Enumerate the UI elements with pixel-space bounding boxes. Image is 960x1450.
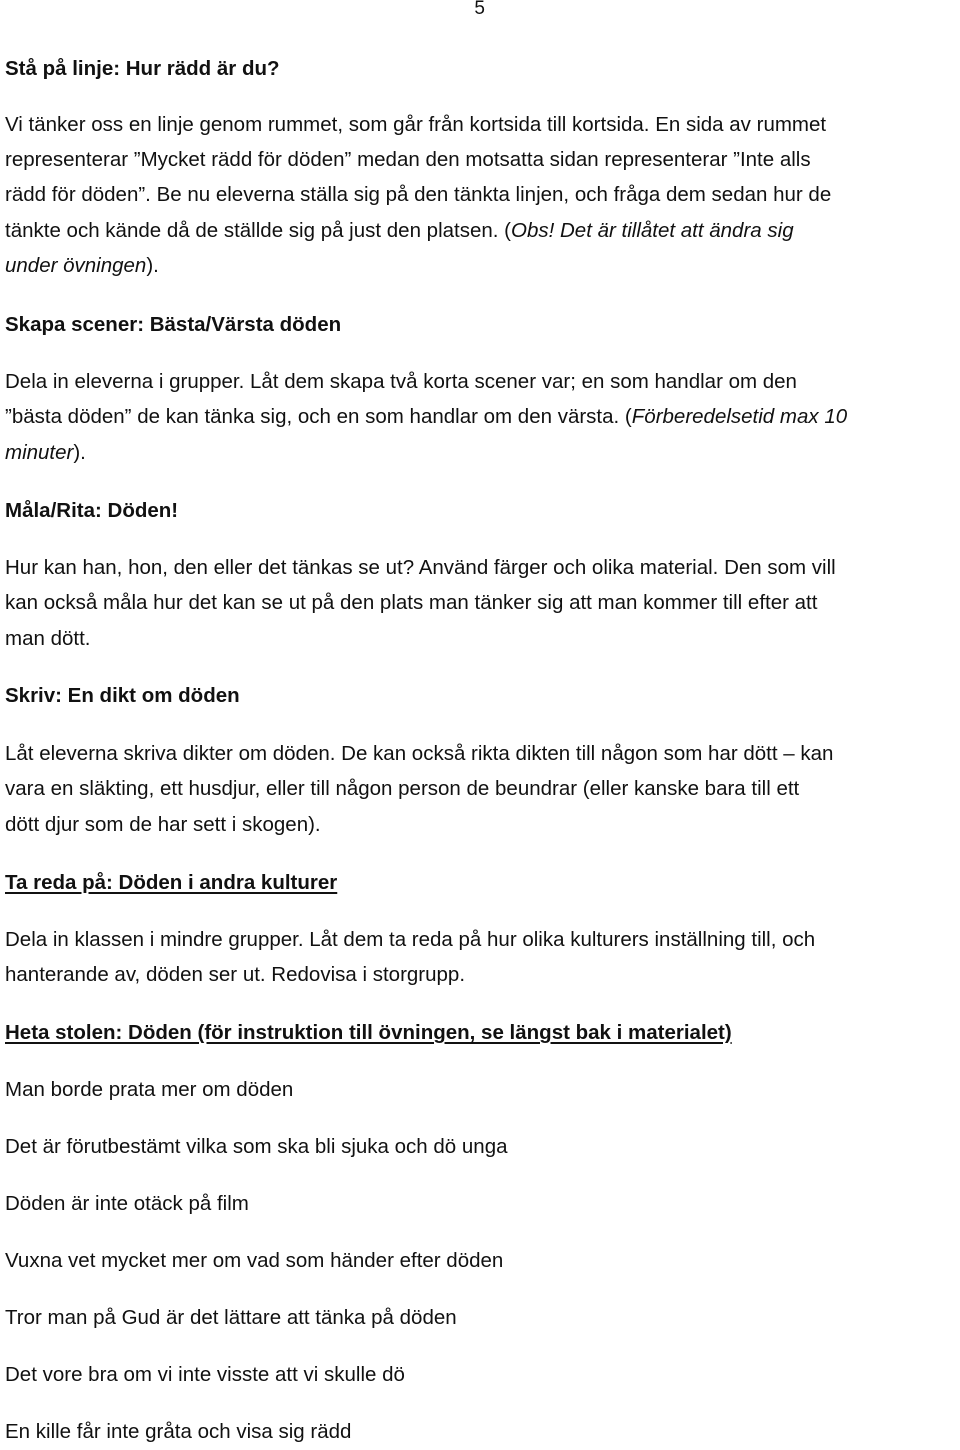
italic-note: Förberedelsetid max 10: [631, 405, 848, 428]
section-heading-create-scenes: Skapa scener: Bästa/Värsta döden: [5, 313, 342, 336]
paragraph-line: Dela in eleverna i grupper. Låt dem skapa två korta scener var; en som handlar om den: [5, 370, 797, 393]
statement-item: Tror man på Gud är det lättare att tänka på döden: [5, 1306, 457, 1329]
section-heading-stand-on-line: Stå på linje: Hur rädd är du?: [5, 57, 280, 80]
paragraph-line: dött djur som de har sett i skogen).: [5, 813, 321, 836]
section-heading-paint-draw: Måla/Rita: Döden!: [5, 499, 179, 522]
paragraph-line: [5, 435, 955, 471]
paragraph-text: ).: [73, 441, 86, 464]
paragraph-text: ).: [146, 254, 159, 277]
section-heading-hot-seat: Heta stolen: Döden (för instruktion till övningen, se längst bak i materialet): [5, 1021, 732, 1044]
paragraph-line: Hur kan han, hon, den eller det tänkas se ut? Använd färger och olika material. Den som vill: [5, 556, 836, 579]
statement-item: Döden är inte otäck på film: [5, 1192, 249, 1215]
page-number: 5: [474, 0, 485, 19]
statement-item: Vuxna vet mycket mer om vad som händer efter döden: [5, 1249, 504, 1272]
paragraph-line: representerar ”Mycket rädd för döden” medan den motsatta sidan representerar ”Inte alls: [5, 148, 811, 171]
statement-item: Det vore bra om vi inte visste att vi skulle dö: [5, 1363, 405, 1386]
paragraph-line: hanterande av, döden ser ut. Redovisa i storgrupp.: [5, 963, 466, 986]
paragraph-line: rädd för döden”. Be nu eleverna ställa sig på den tänkta linjen, och fråga dem sedan hur de: [5, 183, 832, 206]
paragraph-text: tänkte och kände då de ställde sig på just den platsen. (: [5, 219, 512, 242]
paragraph-text: ”bästa döden” de kan tänka sig, och en som handlar om den värsta. (: [5, 405, 632, 428]
statement-item: Man borde prata mer om döden: [5, 1078, 294, 1101]
paragraph-line: Vi tänker oss en linje genom rummet, som går från kortsida till kortsida. En sida av rummet: [5, 113, 827, 136]
italic-note: Obs! Det är tillåtet att ändra sig: [511, 219, 794, 242]
paragraph-line: [5, 213, 955, 249]
paragraph-line: vara en släkting, ett husdjur, eller till någon person de beundrar (eller kanske bara till ett: [5, 777, 800, 800]
italic-note: minuter: [5, 441, 74, 464]
paragraph-line: kan också måla hur det kan se ut på den plats man tänker sig att man kommer till efter att: [5, 591, 818, 614]
statement-item: En kille får inte gråta och visa sig rädd: [5, 1420, 352, 1443]
section-heading-other-cultures: Ta reda på: Döden i andra kulturer: [5, 871, 338, 894]
paragraph-line: Dela in klassen i mindre grupper. Låt dem ta reda på hur olika kulturers inställning till, och: [5, 928, 816, 951]
paragraph-line: [5, 399, 955, 435]
paragraph-line: man dött.: [5, 627, 91, 650]
statement-item: Det är förutbestämt vilka som ska bli sjuka och dö unga: [5, 1135, 508, 1158]
italic-note: under övningen: [5, 254, 147, 277]
section-heading-write-poem: Skriv: En dikt om döden: [5, 684, 240, 707]
paragraph-line: Låt eleverna skriva dikter om döden. De kan också rikta dikten till någon som har dött – kan: [5, 742, 834, 765]
paragraph-line: [5, 248, 955, 284]
